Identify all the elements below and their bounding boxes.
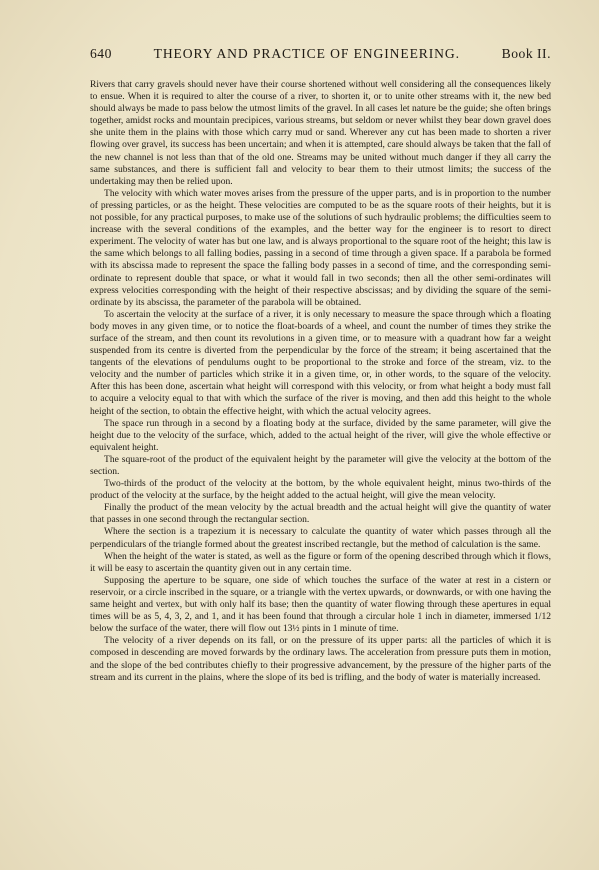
book-label: Book II. bbox=[501, 46, 551, 61]
paragraph: Supposing the aperture to be square, one side of which touches the surface of the water at rest in a cistern or reservoir, or a circle inscribed in the square, or a triangle with the vertex upwards, or downwards, or with one having the same height and vertex, but with only half its base; then the quantity of water flowing through these apertures in equal times will be as 5, 4, 3, 2, and 1, and it has been found that through a circular hole 1 inch in diameter, immersed 1/12 below the surface of the water, there will flow out 13½ pints in 1 minute of time. bbox=[90, 574, 551, 635]
paragraph: The square-root of the product of the equivalent height by the parameter will give the velocity at the bottom of the section. bbox=[90, 453, 551, 477]
paragraph: The velocity of a river depends on its fall, or on the pressure of its upper parts: all the particles of which it is composed in descending are moved forwards by the ordinary laws. The acceleration from pressure puts them in motion, and the slope of the bed contributes chiefly to their progressive advancement, by the pressure of the higher parts of the stream and its current in the plains, where the slope of its bed is trifling, and the body of water is materially increased. bbox=[90, 635, 551, 683]
paragraph: When the height of the water is stated, as well as the figure or form of the opening described through which it flows, it will be easy to ascertain the quantity given out in any certain time. bbox=[90, 550, 551, 574]
paragraph: Rivers that carry gravels should never have their course shortened without well considering all the consequences likely to ensue. When it is required to alter the course of a river, to shorten it, or to unite other streams with it, the new bed should always be made to pass below the utmost limits of the gravel. In all cases let nature be the guide; she often brings together, amidst rocks and mountain precipices, various streams, but seldom or never whilst they bear down gravel does she unite them in the plains with those which carry mud or sand. Wherever any cut has been made to shorten a river flowing over gravel, its success has been uncertain; and when it is attempted, care should always be taken that the fall of the new channel is not less than that of the old one. Streams may be united without much danger if they all carry the same substances, and there is sufficient fall and velocity to bear them to their utmost limits; the success of the undertaking may then be relied upon. bbox=[90, 79, 551, 187]
paragraph: To ascertain the velocity at the surface of a river, it is only necessary to measure the space through which a floating body moves in any given time, or to notice the float-boards of a wheel, and count the number of times they strike the surface of the stream, and then count its revolutions in a given time, or to measure with a quadrant how far a weight suspended from its centre is diverted from the perpendicular by the force of the stream; it being ascertained that the tangents of the elevations of pendulums ought to be proportional to the stroke and force of the stream, viz. to the velocity and the number of particles which strike it in a given time, or, in other words, to the square of the velocity. After this has been done, ascertain what height will correspond with this velocity, or from what height a body must fall to acquire a velocity equal to that with which the surface of the river is moving, and then add this height to the whole height of the section, to obtain the effective height, with which the actual velocity agrees. bbox=[90, 308, 551, 417]
paragraph: The velocity with which water moves arises from the pressure of the upper parts, and is in proportion to the number of pressing particles, or as the height. These velocities are computed to be as the square roots of their heights, but it is not possible, for any practical purposes, to make use of the solutions of such hydraulic problems; the difficulties seem to increase with the several conditions of the examples, and the better way for the engineer is to resort to direct experiment. The velocity of water has but one law, and is always proportional to the square root of the height; this law is the same which belongs to all falling bodies, passing in a second of time through a given space. If a parabola be formed with its abscissa made to represent the space the falling body passes in a second of time, and the corresponding semi-ordinate to represent double that space, or what it would fall in two seconds; then all the other semi-ordinates will express velocities corresponding with the height of their respective abscissas; and by dividing the square of the semi-ordinate by its abscissa, the parameter of the parabola will be obtained. bbox=[90, 187, 551, 308]
paragraph: Two-thirds of the product of the velocity at the bottom, by the whole equivalent height, minus two-thirds of the product of the velocity at the surface, by the height added to the actual height, will give the mean velocity. bbox=[90, 478, 551, 502]
paragraph: The space run through in a second by a floating body at the surface, divided by the same parameter, will give the height due to the velocity of the surface, which, added to the actual height of the river, will give the whole effective or equivalent height. bbox=[90, 417, 551, 453]
running-header bbox=[90, 46, 551, 62]
page-number: 640 bbox=[90, 46, 112, 61]
paragraph: Finally the product of the mean velocity by the actual breadth and the actual height will give the quantity of water that passes in one second through the rectangular section. bbox=[90, 502, 551, 526]
running-title: THEORY AND PRACTICE OF ENGINEERING. bbox=[153, 46, 460, 61]
page-body bbox=[90, 79, 551, 684]
paragraph: Where the section is a trapezium it is necessary to calculate the quantity of water which passes through all the perpendiculars of the triangle formed about the greatest inscribed rectangle, but the method of calculation is the same. bbox=[90, 526, 551, 550]
